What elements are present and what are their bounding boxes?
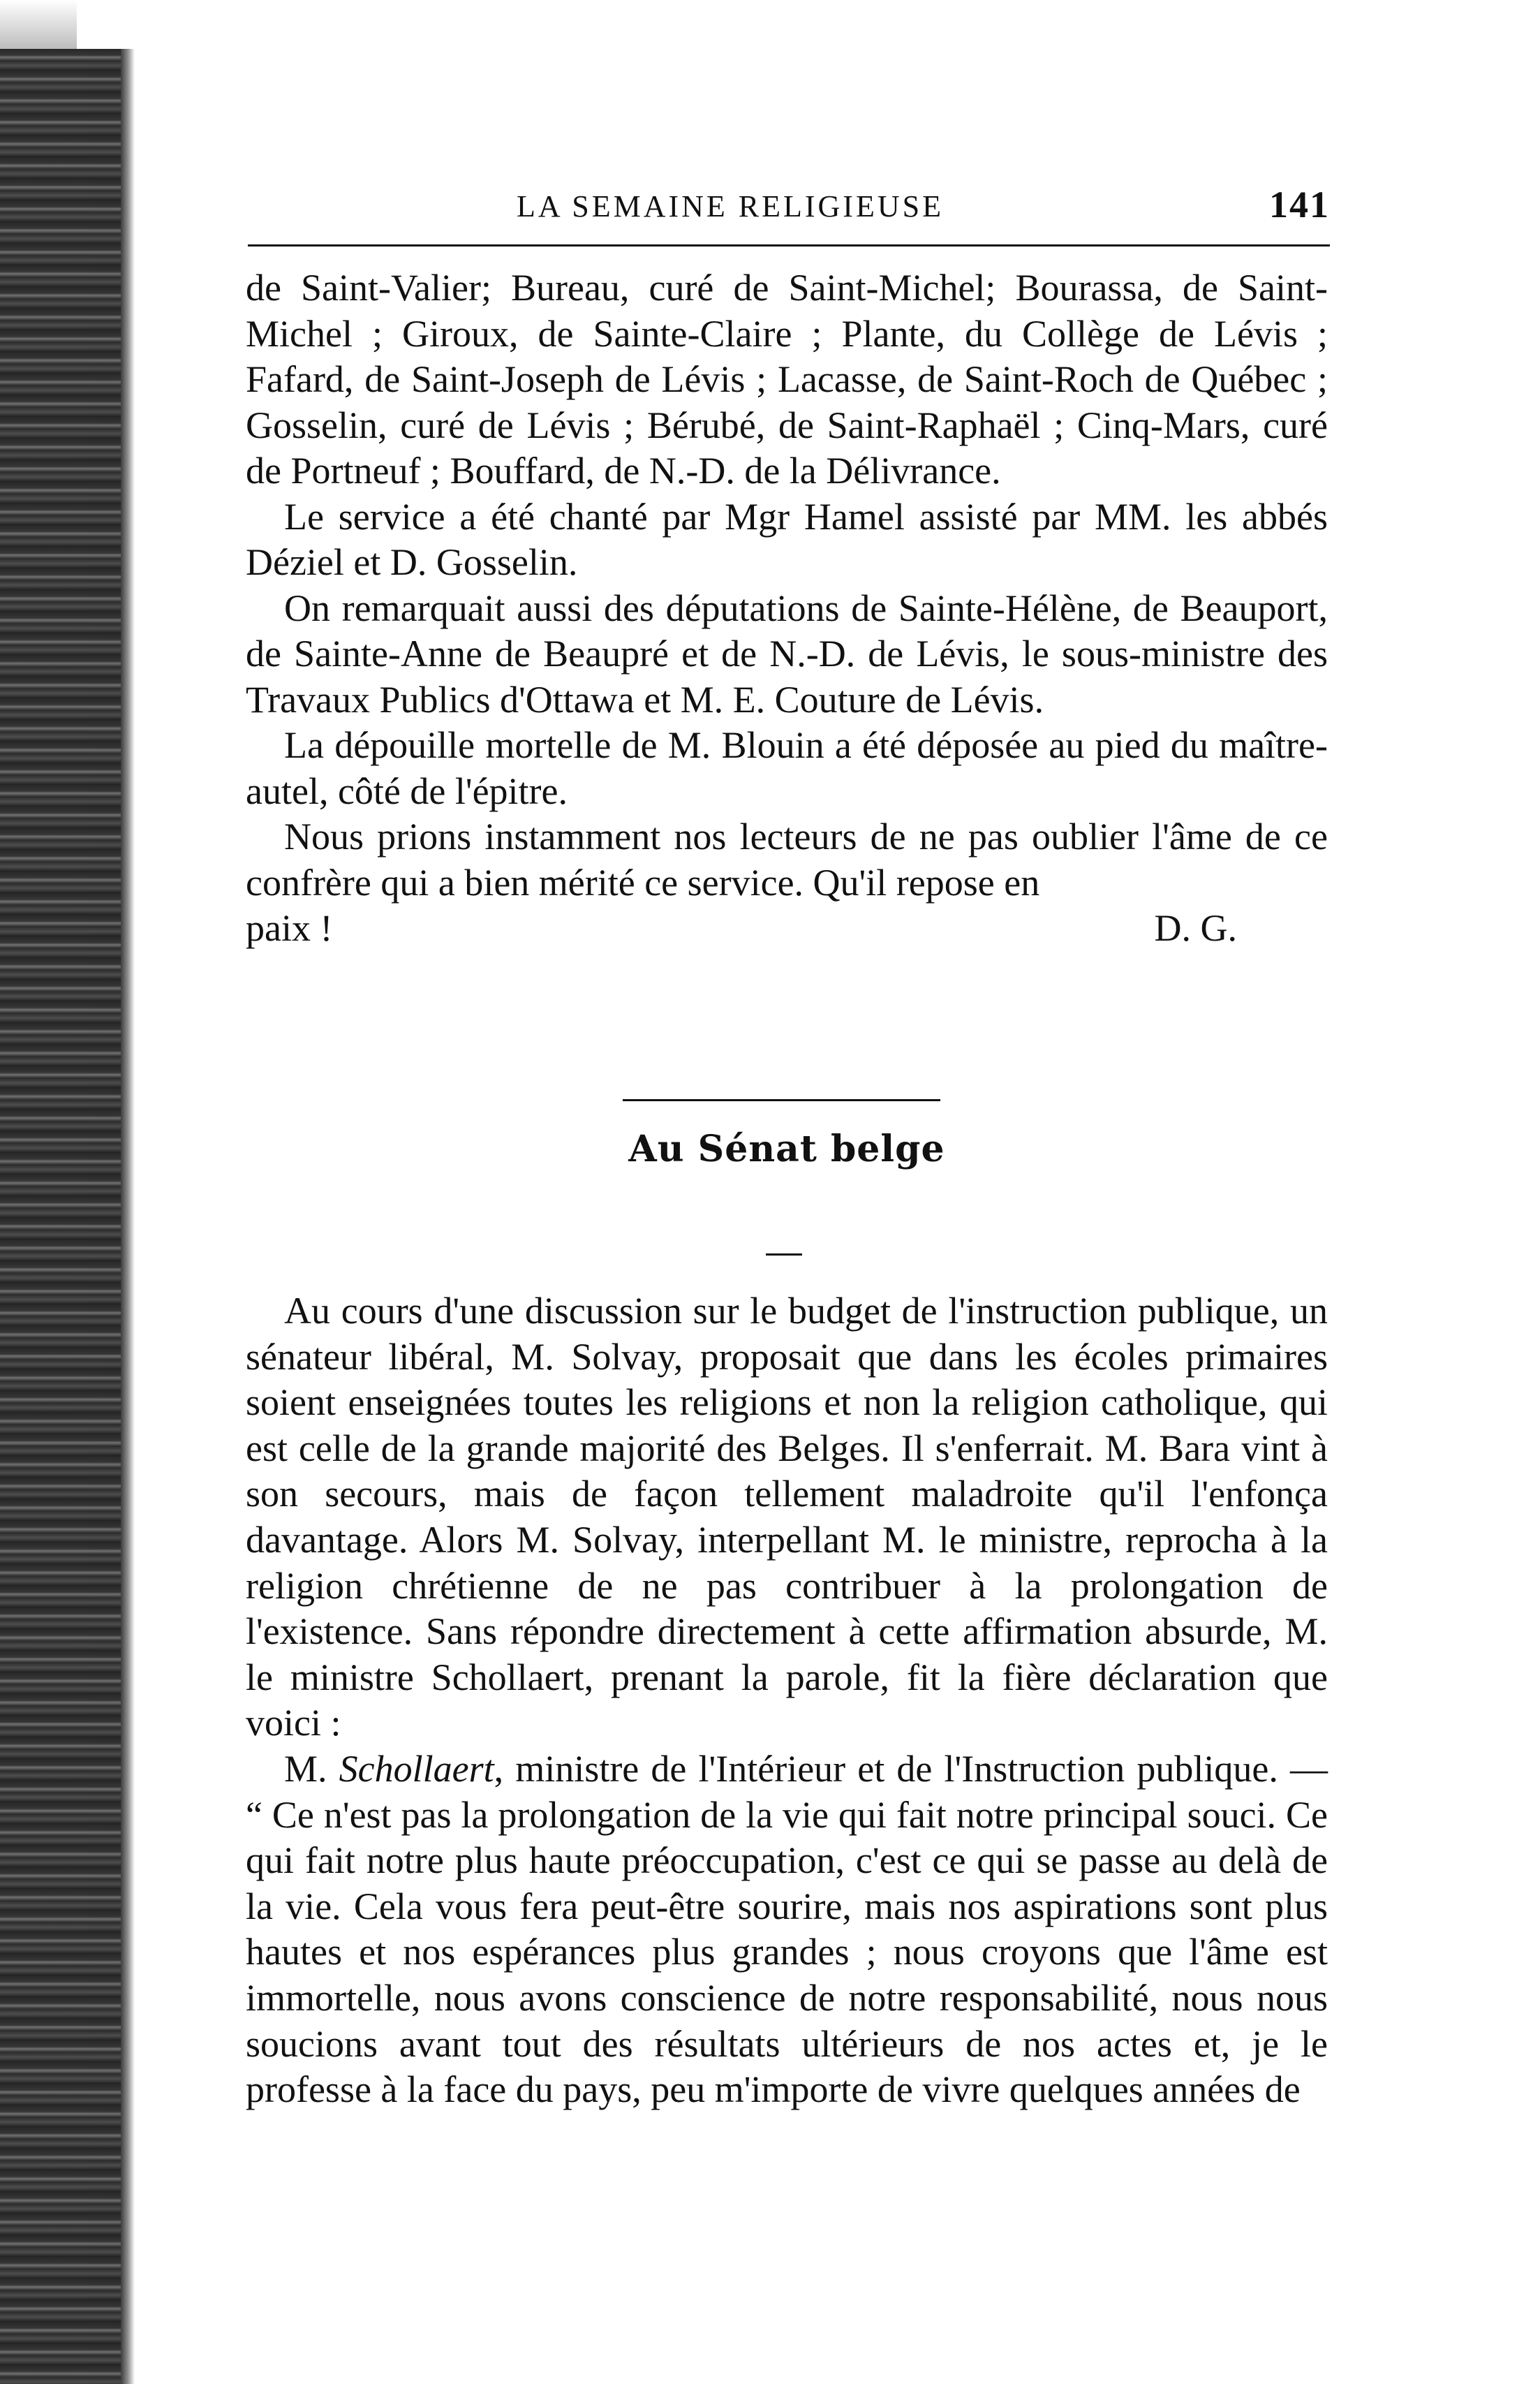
signature-line [246, 906, 1237, 952]
article-title: Au Sénat belge [628, 1128, 945, 1170]
paragraph-service: Le service a été chanté par Mgr Hamel assisté par MM. les abbés Déziel et D. Gosselin. [246, 495, 1328, 583]
section-separator [623, 1099, 940, 1101]
page-number: 141 [1269, 184, 1330, 226]
article-body [246, 1288, 1328, 2113]
paragraph-remains: La dépouille mortelle de M. Blouin a été déposée au pied du maître-autel, côté de l'épitre. [246, 724, 1328, 812]
paragraph-senate-discussion: Au cours d'une discussion sur le budget de l'instruction publique, un sénateur libéral, M. Solvay, proposait que dans les écoles primaires soient enseignées toutes les religions et non la religion catholique, qui est celle de la grande majorité des Belges. Il s'enferrait. M. Bara vint à son secours, mais de façon tellement maladroite qu'il l'enfonça davantage. Alors M. Solvay, interpellant M. le ministre, reprocha à la religion chrétienne de ne pas contribuer à la prolongation de l'existence. Sans répondre directement à cette affirmation absurde, M. le ministre Schollaert, prenant la parole, fit la fière déclaration que voici : [246, 1290, 1328, 1744]
speaker-prefix: M. [284, 1747, 327, 1790]
signature: D. G. [1154, 907, 1237, 949]
speaker-name: Schollaert [339, 1747, 494, 1790]
quote-text: “ Ce n'est pas la prolongation de la vie qui fait notre principal souci. Ce qui fait notre plus haute préoccupation, c'est ce qui se passe au delà de la vie. Cela vous fera peut-être sourire, mais nos aspirations sont plus hautes et nos espérances plus grandes ; nous croyons que l'âme est immortelle, nous avons conscience de notre responsabilité, nous nous soucions avant tout des résultats ultérieurs de nos actes et, je le professe à la face du pays, peu m'importe de vivre quelques années de [246, 1793, 1328, 2111]
paragraph-prayer: Nous prions instamment nos lecteurs de ne pas oublier l'âme de ce confrère qui a bien mérité ce service. Qu'il repose en [246, 816, 1328, 904]
book-binding-shadow [0, 49, 129, 2384]
paragraph-clergy-list: de Saint-Valier; Bureau, curé de Saint-Michel; Bourassa, de Saint-Michel ; Giroux, de Sainte-Claire ; Plante, du Collège de Lévis ; Fafard, de Saint-Joseph de Lévis ; Lacasse, de Saint-Roch de Québec ; Gosselin, curé de Lévis ; Bérubé, de Saint-Raphaël ; Cinq-Mars, curé de Portneuf ; Bouffard, de N.-D. de la Délivrance. [246, 267, 1328, 492]
header-rule [248, 244, 1330, 247]
closing-word: paix ! [246, 907, 333, 949]
title-dash [766, 1253, 802, 1256]
obituary-continuation [246, 265, 1328, 952]
paragraph-delegations: On remarquait aussi des députations de Sainte-Hélène, de Beauport, de Sainte-Anne de Beaupré et de N.-D. de Lévis, le sous-ministre des Travaux Publics d'Ottawa et M. E. Couture de Lévis. [246, 587, 1328, 721]
page-header [248, 183, 1330, 239]
speaker-role: , ministre de l'Intérieur et de l'Instruction publique. — [494, 1747, 1328, 1790]
paragraph-minister-quote [246, 1746, 1328, 2113]
running-title: LA SEMAINE RELIGIEUSE [517, 189, 944, 223]
scan-corner [0, 0, 77, 49]
